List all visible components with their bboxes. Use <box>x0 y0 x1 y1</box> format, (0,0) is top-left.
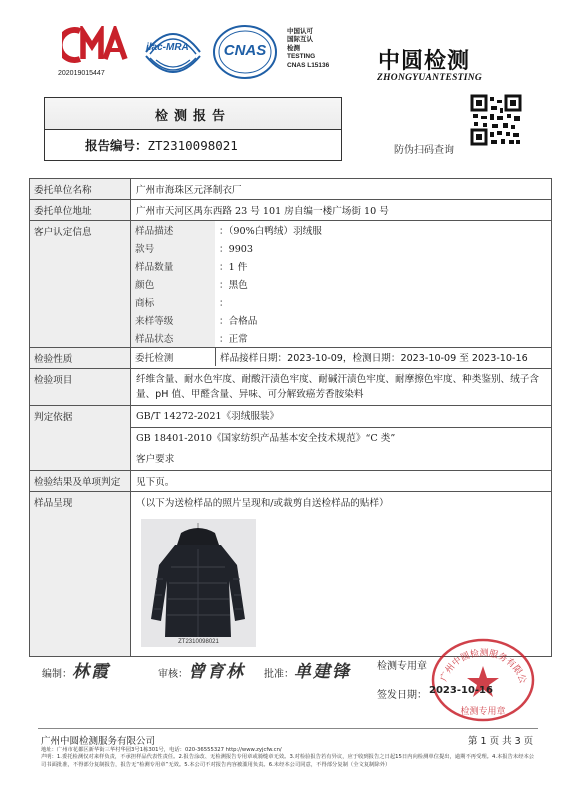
test-nature-value: 委托检测 <box>131 348 216 366</box>
reviewer-label: 审核： <box>158 669 188 680</box>
customer-info-row <box>131 257 551 275</box>
judgment-basis-label: 判定依据 <box>30 406 131 471</box>
client-name: 广州市海珠区元泽制衣厂 <box>131 179 552 200</box>
test-nature-table <box>131 348 551 366</box>
table-row <box>30 221 552 348</box>
cma-logo-graphic <box>62 26 128 64</box>
customer-info-row <box>131 275 551 293</box>
client-address: 广州市天河区禺东西路 23 号 101 房自编一楼广场街 10 号 <box>131 200 552 221</box>
table-row <box>30 200 552 221</box>
customer-info-key: 款号 <box>131 239 215 257</box>
approver-signature <box>264 657 351 682</box>
report-number-label: 报告编号： <box>85 138 148 153</box>
judgment-basis-item: 客户要求 <box>136 454 175 465</box>
issue-date-label: 签发日期： <box>377 690 427 701</box>
qr-code-icon[interactable] <box>470 94 522 146</box>
customer-info-key: 样品状态 <box>131 329 215 347</box>
test-nature-label: 检验性质 <box>30 348 131 369</box>
table-row <box>30 406 552 471</box>
customer-info-table <box>131 221 551 347</box>
approver-label: 批准： <box>264 669 294 680</box>
customer-info-row <box>131 311 551 329</box>
footer-notes <box>41 747 539 769</box>
seal-bottom-text: 检测专用章 <box>460 707 506 717</box>
cnas-text: CNAS <box>223 42 267 59</box>
seal-ring-text: 广州中圆检测服务有限公 <box>439 648 528 685</box>
footer-company: 广州中圆检测服务有限公司 <box>41 736 156 747</box>
table-row <box>30 348 552 369</box>
cnas-logo <box>212 24 278 80</box>
qr-scan-label: 防伪扫码查询 <box>394 145 454 156</box>
customer-info-key: 商标 <box>131 293 215 311</box>
footer-address: 地址：广州市花都区新华街三华村华园3号1栋301号，电话：020-36555327 http://www.zyjcfw.cn/ <box>41 747 282 753</box>
table-row <box>30 179 552 200</box>
judgment-basis-cell <box>131 406 552 471</box>
test-nature-row <box>131 348 551 366</box>
customer-info-value: ：9903 <box>219 244 254 255</box>
judgment-basis-item: GB 18401-2010《国家纺织产品基本安全技术规范》“C 类” <box>136 433 396 444</box>
customer-info-row <box>131 239 551 257</box>
result-value: 见下页。 <box>131 471 552 492</box>
customer-info-value: ：（90%白鸭绒）羽绒服 <box>219 226 322 237</box>
cma-logo <box>62 26 128 64</box>
approver-name: 单建锋 <box>294 662 351 682</box>
report-title-box <box>44 97 342 161</box>
report-title-row <box>45 98 341 130</box>
page-number: 第 1 页 共 3 页 <box>468 736 534 747</box>
seal-icon <box>428 632 538 722</box>
table-row <box>30 471 552 492</box>
customer-info-value: ：黑色 <box>219 280 248 291</box>
test-dates: 样品接样日期：2023-10-09，检测日期：2023-10-09 至 2023-10-16 <box>216 348 552 366</box>
editor-name: 林霞 <box>72 662 110 682</box>
issue-date: 2023-10-16 <box>429 685 493 696</box>
result-label: 检验结果及单项判定 <box>30 471 131 492</box>
ilac-mra-logo <box>140 22 206 82</box>
cma-number: 202019015447 <box>58 70 105 77</box>
reviewer-name: 曾育林 <box>188 662 245 682</box>
table-row <box>30 369 552 406</box>
customer-info-cell <box>131 221 552 348</box>
footer-statement: 声明：1.委托检测仅对来样负责，不承担样品代表性责任。2.报告涂改、无检测报告专用章或骑缝章无效。3.对检验报告若有异议，应于收到报告之日起15日内向检测单位提出，逾期不再受理。4.本报告未经本公司书面批准，不得部分复制报告，报告无“检测专用章”无效。5.本公司不对报告内容被滥用负责。6.未经本公司同意，不得部分复制（全文复制除外） <box>41 754 535 768</box>
reviewer-signature <box>158 657 245 682</box>
stamp-label: 检测专用章 <box>377 661 427 672</box>
cnas-line: TESTING <box>287 53 316 61</box>
customer-info-key: 样品描述 <box>131 221 215 239</box>
customer-info-value: ：1 件 <box>219 262 248 273</box>
judgment-basis-item: GB/T 14272-2021《羽绒服装》 <box>131 406 551 428</box>
test-items: 纤维含量、耐水色牢度、耐酸汗渍色牢度、耐碱汗渍色牢度、耐摩擦色牢度、种类鉴别、绒子含量、pH 值、甲醛含量、异味、可分解致癌芳香胺染料 <box>131 369 552 406</box>
sample-note: （以下为送检样品的照片呈现和/或裁剪自送检样品的贴样） <box>136 498 389 509</box>
cnas-line: 国际互认 <box>287 36 313 44</box>
sample-label: 样品呈现 <box>30 492 131 657</box>
report-number: ZT2310098021 <box>147 138 238 153</box>
report-title: 检测报告 <box>154 109 231 124</box>
customer-info-value: ：正常 <box>219 334 248 345</box>
customer-info-label: 客户认定信息 <box>30 221 131 348</box>
company-seal-stamp <box>428 632 538 722</box>
cnas-line: 检测 <box>287 44 300 52</box>
cnas-line: CNAS L15136 <box>287 61 330 69</box>
customer-info-value: ：合格品 <box>219 316 258 327</box>
footer-divider <box>38 728 538 729</box>
customer-info-row <box>131 293 551 311</box>
test-items-label: 检验项目 <box>30 369 131 406</box>
down-jacket-image <box>141 519 256 647</box>
test-nature-cell <box>131 348 552 369</box>
customer-info-key: 来样等级 <box>131 311 215 329</box>
cnas-accreditation-text <box>287 28 329 70</box>
customer-info-key: 样品数量 <box>131 257 215 275</box>
sample-photo-caption: ZT2310098021 <box>178 639 219 645</box>
client-address-label: 委托单位地址 <box>30 200 131 221</box>
customer-info-row <box>131 329 551 347</box>
brand-name-en: ZHONGYUANTESTING <box>377 73 483 83</box>
client-name-label: 委托单位名称 <box>30 179 131 200</box>
cnas-line: 中国认可 <box>287 28 313 35</box>
customer-info-value: ： <box>219 298 229 309</box>
customer-info-row <box>131 221 551 239</box>
report-info-table <box>29 178 552 657</box>
ilac-mra-text: ilac-MRA <box>146 42 189 53</box>
report-number-line <box>85 136 238 154</box>
editor-signature <box>42 657 110 682</box>
brand-name-cn: 中圆检测 <box>378 49 471 74</box>
editor-label: 编制： <box>42 669 72 680</box>
sample-photo <box>141 519 256 647</box>
customer-info-key: 颜色 <box>131 275 215 293</box>
